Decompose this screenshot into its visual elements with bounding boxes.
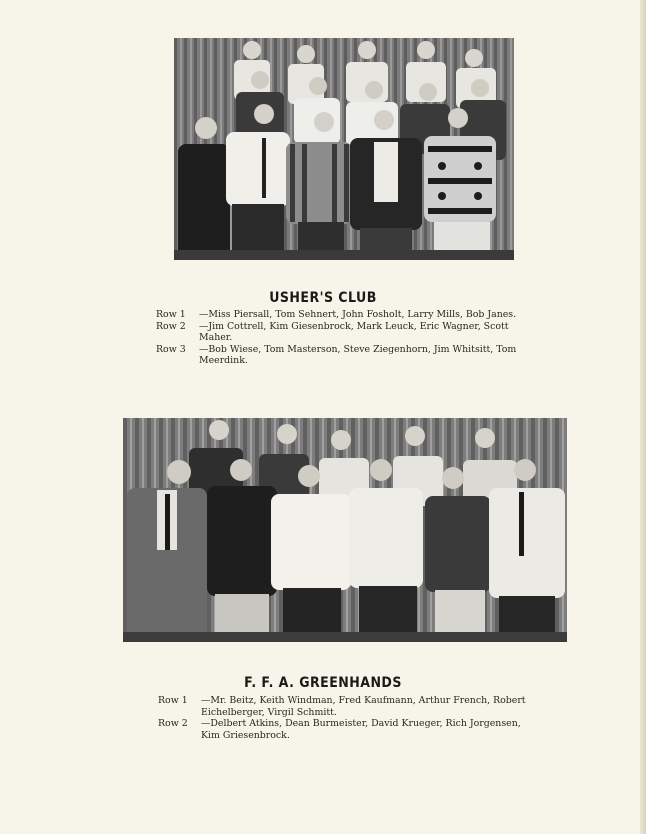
ushers-club-photo — [174, 38, 514, 260]
ffa-greenhands-title: F. F. A. GREENHANDS — [244, 675, 402, 691]
row-names: —Bob Wiese, Tom Masterson, Steve Ziegenhorn, Jim Whitsitt, Tom Meerdink. — [199, 343, 517, 366]
caption-row — [156, 321, 538, 344]
row-label: Row 3 — [156, 343, 186, 355]
ushers-club-title: USHER'S CLUB — [269, 290, 377, 306]
caption-row — [158, 695, 540, 718]
row-names: —Mr. Beitz, Keith Windman, Fred Kaufmann, Arthur French, Robert Eichelberger, Virgil Schmitt. — [201, 695, 526, 718]
row-names: —Jim Cottrell, Kim Giesenbrock, Mark Leuck, Eric Wagner, Scott Maher. — [199, 320, 509, 343]
caption-row — [158, 718, 540, 741]
row-label: Row 2 — [156, 320, 186, 332]
ffa-greenhands-caption — [158, 695, 540, 741]
row-label: Row 1 — [158, 695, 188, 706]
page-edge — [640, 0, 646, 834]
caption-row — [156, 309, 538, 321]
row-names: —Delbert Atkins, Dean Burmeister, David Krueger, Rich Jorgensen, Kim Griesenbrock. — [201, 718, 521, 741]
caption-row — [156, 344, 538, 367]
row-names: —Miss Piersall, Tom Sehnert, John Fosholt, Larry Mills, Bob Janes. — [199, 309, 517, 320]
row-label: Row 2 — [158, 718, 188, 729]
row-label: Row 1 — [156, 309, 186, 320]
ffa-greenhands-photo — [123, 418, 567, 642]
ushers-club-caption — [156, 309, 538, 367]
